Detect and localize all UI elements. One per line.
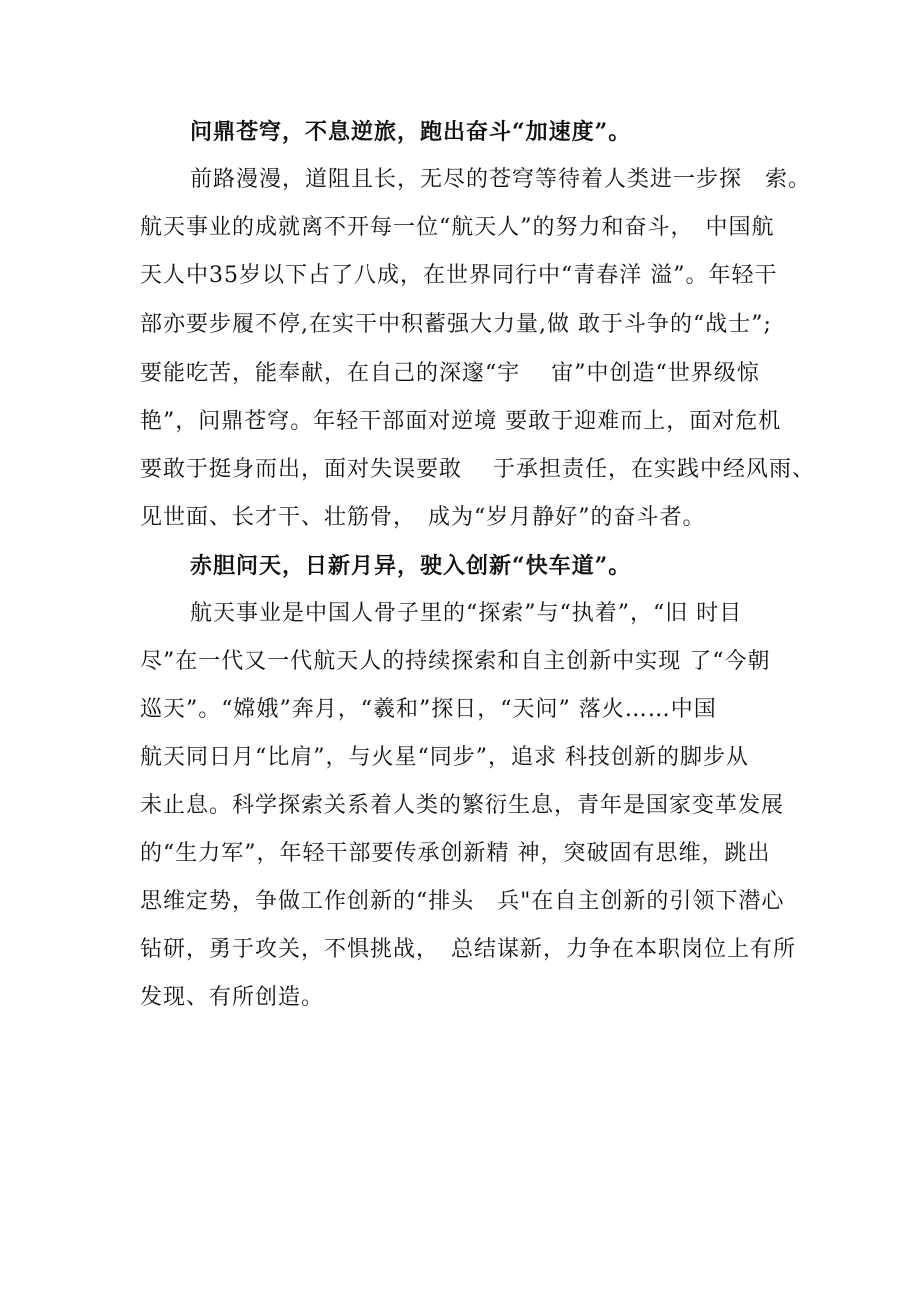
paragraph-line: 发现、有所创造。 <box>140 985 325 1010</box>
paragraph-line: 部亦要步履不停,在实干中积蓄强大力量,做 敢于斗争的“战士”; <box>140 312 772 337</box>
paragraph-line: 要能吃苦，能奉献，在自己的深邃“宇 宙”中创造“世界级惊 <box>140 361 760 386</box>
paragraph-line: 见世面、长才干、壮筋骨， 成为“岁月静好”的奋斗者。 <box>140 505 706 530</box>
paragraph-line: 思维定势，争做工作创新的“排头 兵"在自主创新的引领下潜心 <box>140 889 785 914</box>
paragraph-line: 前路漫漫，道阻且长，无尽的苍穹等待着人类进一步探 索。 <box>190 167 812 192</box>
paragraph-line: 航天事业的成就离不开每一位“航天人”的努力和奋斗， 中国航 <box>140 215 775 240</box>
paragraph-line: 天人中35岁以下占了八成，在世界同行中“青春洋 溢”。年轻干 <box>140 263 778 288</box>
paragraph-line: 航天同日月“比肩”，与火星“同步”，追求 科技创新的脚步从 <box>140 745 749 770</box>
paragraph-line: 尽”在一代又一代航天人的持续探索和自主创新中实现 了“今朝 <box>140 649 771 674</box>
section1-heading: 问鼎苍穹，不息逆旅，跑出奋斗“加速度”。 <box>190 119 632 145</box>
paragraph-line: 的“生力军”，年轻干部要传承创新精 神，突破固有思维，跳出 <box>140 841 771 866</box>
paragraph-line: 钻研，勇于攻关，不惧挑战， 总结谋新，力争在本职岗位上有所 <box>140 937 797 962</box>
section2-heading: 赤胆问天，日新月异，驶入创新“快车道”。 <box>190 553 632 579</box>
paragraph-line: 航天事业是中国人骨子里的“探索”与“执着”，“旧 时目 <box>190 601 743 626</box>
paragraph-line: 要敢于挺身而出，面对失误要敢 于承担责任，在实践中经风雨、 <box>140 457 815 482</box>
paragraph-line: 巡天”。“嫦娥”奔月，“羲和”探日，“天问” 落火……中国 <box>140 697 717 722</box>
paragraph-line: 艳”，问鼎苍穹。年轻干部面对逆境 要敢于迎难而上，面对危机 <box>140 409 782 434</box>
paragraph-line: 未止息。科学探索关系着人类的繁衍生息，青年是国家变革发展 <box>140 793 785 818</box>
